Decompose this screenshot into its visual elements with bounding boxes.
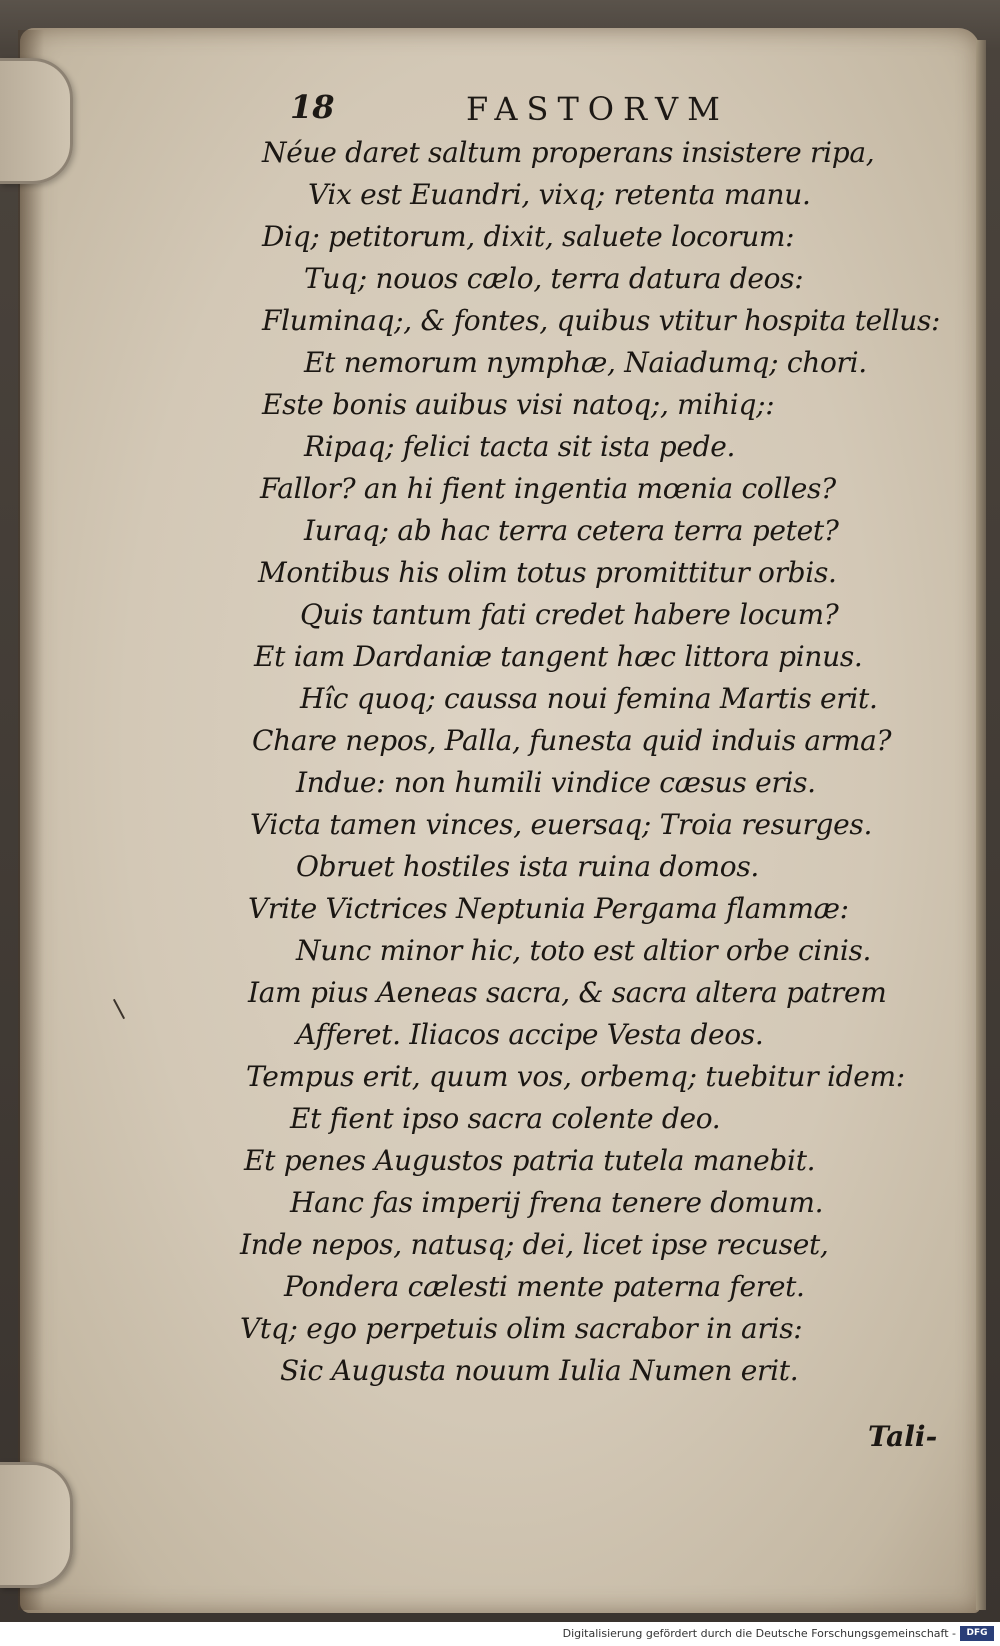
verse-line: Pondera cælesti mente paterna feret.	[284, 1270, 805, 1303]
verse-line: Chare nepos, Palla, funesta quid induis arma?	[252, 724, 892, 757]
verse-line: Iuraq; ab hac terra cetera terra petet?	[304, 514, 839, 547]
running-title: FASTORVM	[466, 90, 729, 128]
verse-line: Vrite Victrices Neptunia Pergama flammæ:	[248, 892, 849, 925]
verse-line: Obruet hostiles ista ruina domos.	[296, 850, 760, 883]
verse-line: Afferet. Iliacos accipe Vesta deos.	[296, 1018, 764, 1051]
verse-line: Néue daret saltum properans insistere ripa,	[262, 136, 875, 169]
dfg-logo-icon: DFG	[960, 1626, 994, 1641]
verse-line: Nunc minor hic, toto est altior orbe cinis.	[296, 934, 872, 967]
verse-line: Hîc quoq; caussa noui femina Martis erit.	[300, 682, 878, 715]
funding-credit: Digitalisierung gefördert durch die Deutsche Forschungsgemeinschaft -	[562, 1627, 956, 1640]
verse-line: Este bonis auibus visi natoq;, mihiq;:	[262, 388, 775, 421]
verse-line: Ripaq; felici tacta sit ista pede.	[304, 430, 736, 463]
verse-line: Hanc fas imperij frena tenere domum.	[290, 1186, 824, 1219]
verse-line: Diq; petitorum, dixit, saluete locorum:	[262, 220, 795, 253]
verse-line: Vtq; ego perpetuis olim sacrabor in aris:	[240, 1312, 803, 1345]
digitization-footer	[0, 1622, 1000, 1646]
verse-line: Et nemorum nymphæ, Naiadumq; chori.	[304, 346, 867, 379]
verse-line: Iam pius Aeneas sacra, & sacra altera patrem	[248, 976, 887, 1009]
verse-line: Inde nepos, natusq; dei, licet ipse recuset,	[240, 1228, 829, 1261]
folio-number: 18	[290, 88, 335, 126]
page-header	[0, 88, 1000, 138]
catchword: Tali-	[868, 1420, 938, 1453]
binding-shadow	[18, 30, 44, 1610]
verse-line: Et penes Augustos patria tutela manebit.	[244, 1144, 816, 1177]
verse-line: Fallor? an hi fient ingentia mœnia colles?	[260, 472, 836, 505]
verse-line: Indue: non humili vindice cæsus eris.	[296, 766, 816, 799]
verse-line: Et fient ipso sacra colente deo.	[290, 1102, 721, 1135]
verse-line: Tempus erit, quum vos, orbemq; tuebitur idem:	[246, 1060, 905, 1093]
verse-line: Vix est Euandri, vixq; retenta manu.	[308, 178, 811, 211]
verse-line: Et iam Dardaniæ tangent hæc littora pinus.	[254, 640, 863, 673]
verse-line: Montibus his olim totus promittitur orbis.	[258, 556, 837, 589]
book-clip-bottom	[0, 1462, 73, 1588]
verse-line: Tuq; nouos cælo, terra datura deos:	[304, 262, 804, 295]
verse-line: Fluminaq;, & fontes, quibus vtitur hospita tellus:	[262, 304, 941, 337]
verse-line: Quis tantum fati credet habere locum?	[300, 598, 839, 631]
verse-line: Sic Augusta nouum Iulia Numen erit.	[280, 1354, 799, 1387]
verse-line: Victa tamen vinces, euersaq; Troia resurges.	[250, 808, 873, 841]
